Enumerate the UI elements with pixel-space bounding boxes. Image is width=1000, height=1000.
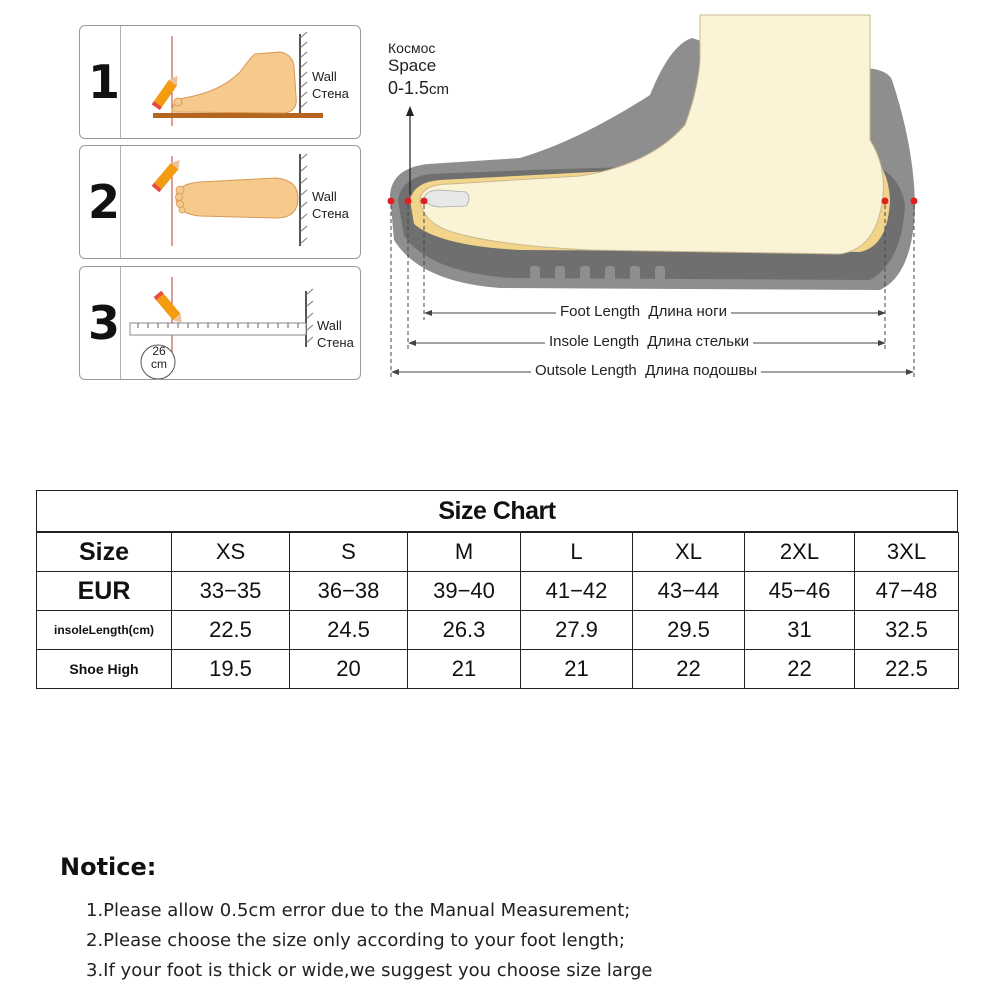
step-panel-1 bbox=[79, 25, 361, 139]
step-number: 3 bbox=[88, 296, 121, 350]
table-cell: 43−44 bbox=[633, 572, 745, 611]
notice-item: 2.Please choose the size only according to your foot length; bbox=[86, 930, 625, 951]
table-cell: 32.5 bbox=[855, 611, 959, 650]
insole-length-label: Insole Length Длина стельки bbox=[545, 333, 753, 350]
measure-value-label: 26 cm bbox=[151, 344, 167, 371]
row-header: EUR bbox=[37, 572, 172, 611]
step-panel-3 bbox=[79, 266, 361, 380]
table-row bbox=[37, 533, 959, 572]
step-number: 1 bbox=[88, 55, 121, 109]
table-cell: 22 bbox=[633, 650, 745, 689]
table-cell: 29.5 bbox=[633, 611, 745, 650]
notice-title: Notice: bbox=[60, 853, 157, 881]
table-cell: 33−35 bbox=[172, 572, 290, 611]
table-cell: 21 bbox=[521, 650, 633, 689]
wall-label: Wall Стена bbox=[317, 318, 354, 350]
table-cell: 45−46 bbox=[745, 572, 855, 611]
table-cell: 22 bbox=[745, 650, 855, 689]
table-row bbox=[37, 650, 959, 689]
row-header: Shoe High bbox=[37, 650, 172, 689]
table-cell: XS bbox=[172, 533, 290, 572]
table-cell: 22.5 bbox=[855, 650, 959, 689]
table-cell: M bbox=[408, 533, 521, 572]
table-cell: 19.5 bbox=[172, 650, 290, 689]
size-chart-title: Size Chart bbox=[36, 490, 958, 532]
wall-label: Wall Стена bbox=[312, 189, 349, 221]
table-cell: XL bbox=[633, 533, 745, 572]
table-cell: 21 bbox=[408, 650, 521, 689]
table-cell: 36−38 bbox=[290, 572, 408, 611]
table-cell: 26.3 bbox=[408, 611, 521, 650]
step-number: 2 bbox=[88, 175, 121, 229]
table-row bbox=[37, 572, 959, 611]
notice-item: 1.Please allow 0.5cm error due to the Manual Measurement; bbox=[86, 900, 631, 921]
table-cell: 31 bbox=[745, 611, 855, 650]
space-label: Космос Space 0-1.5cm bbox=[388, 40, 450, 98]
table-cell: 47−48 bbox=[855, 572, 959, 611]
table-cell: 24.5 bbox=[290, 611, 408, 650]
table-cell: L bbox=[521, 533, 633, 572]
table-cell: 22.5 bbox=[172, 611, 290, 650]
outsole-length-label: Outsole Length Длина подошвы bbox=[531, 362, 761, 379]
size-chart bbox=[36, 490, 958, 689]
step-panel-2 bbox=[79, 145, 361, 259]
table-cell: S bbox=[290, 533, 408, 572]
table-cell: 3XL bbox=[855, 533, 959, 572]
table-cell: 20 bbox=[290, 650, 408, 689]
foot-length-label: Foot Length Длина ноги bbox=[556, 303, 731, 320]
row-header: insoleLength(cm) bbox=[37, 611, 172, 650]
row-header: Size bbox=[37, 533, 172, 572]
table-cell: 2XL bbox=[745, 533, 855, 572]
wall-label: Wall Стена bbox=[312, 69, 349, 101]
notice-item: 3.If your foot is thick or wide,we suggest you choose size large bbox=[86, 960, 653, 981]
table-cell: 41−42 bbox=[521, 572, 633, 611]
table-cell: 39−40 bbox=[408, 572, 521, 611]
table-row bbox=[37, 611, 959, 650]
size-table bbox=[36, 532, 959, 689]
table-cell: 27.9 bbox=[521, 611, 633, 650]
